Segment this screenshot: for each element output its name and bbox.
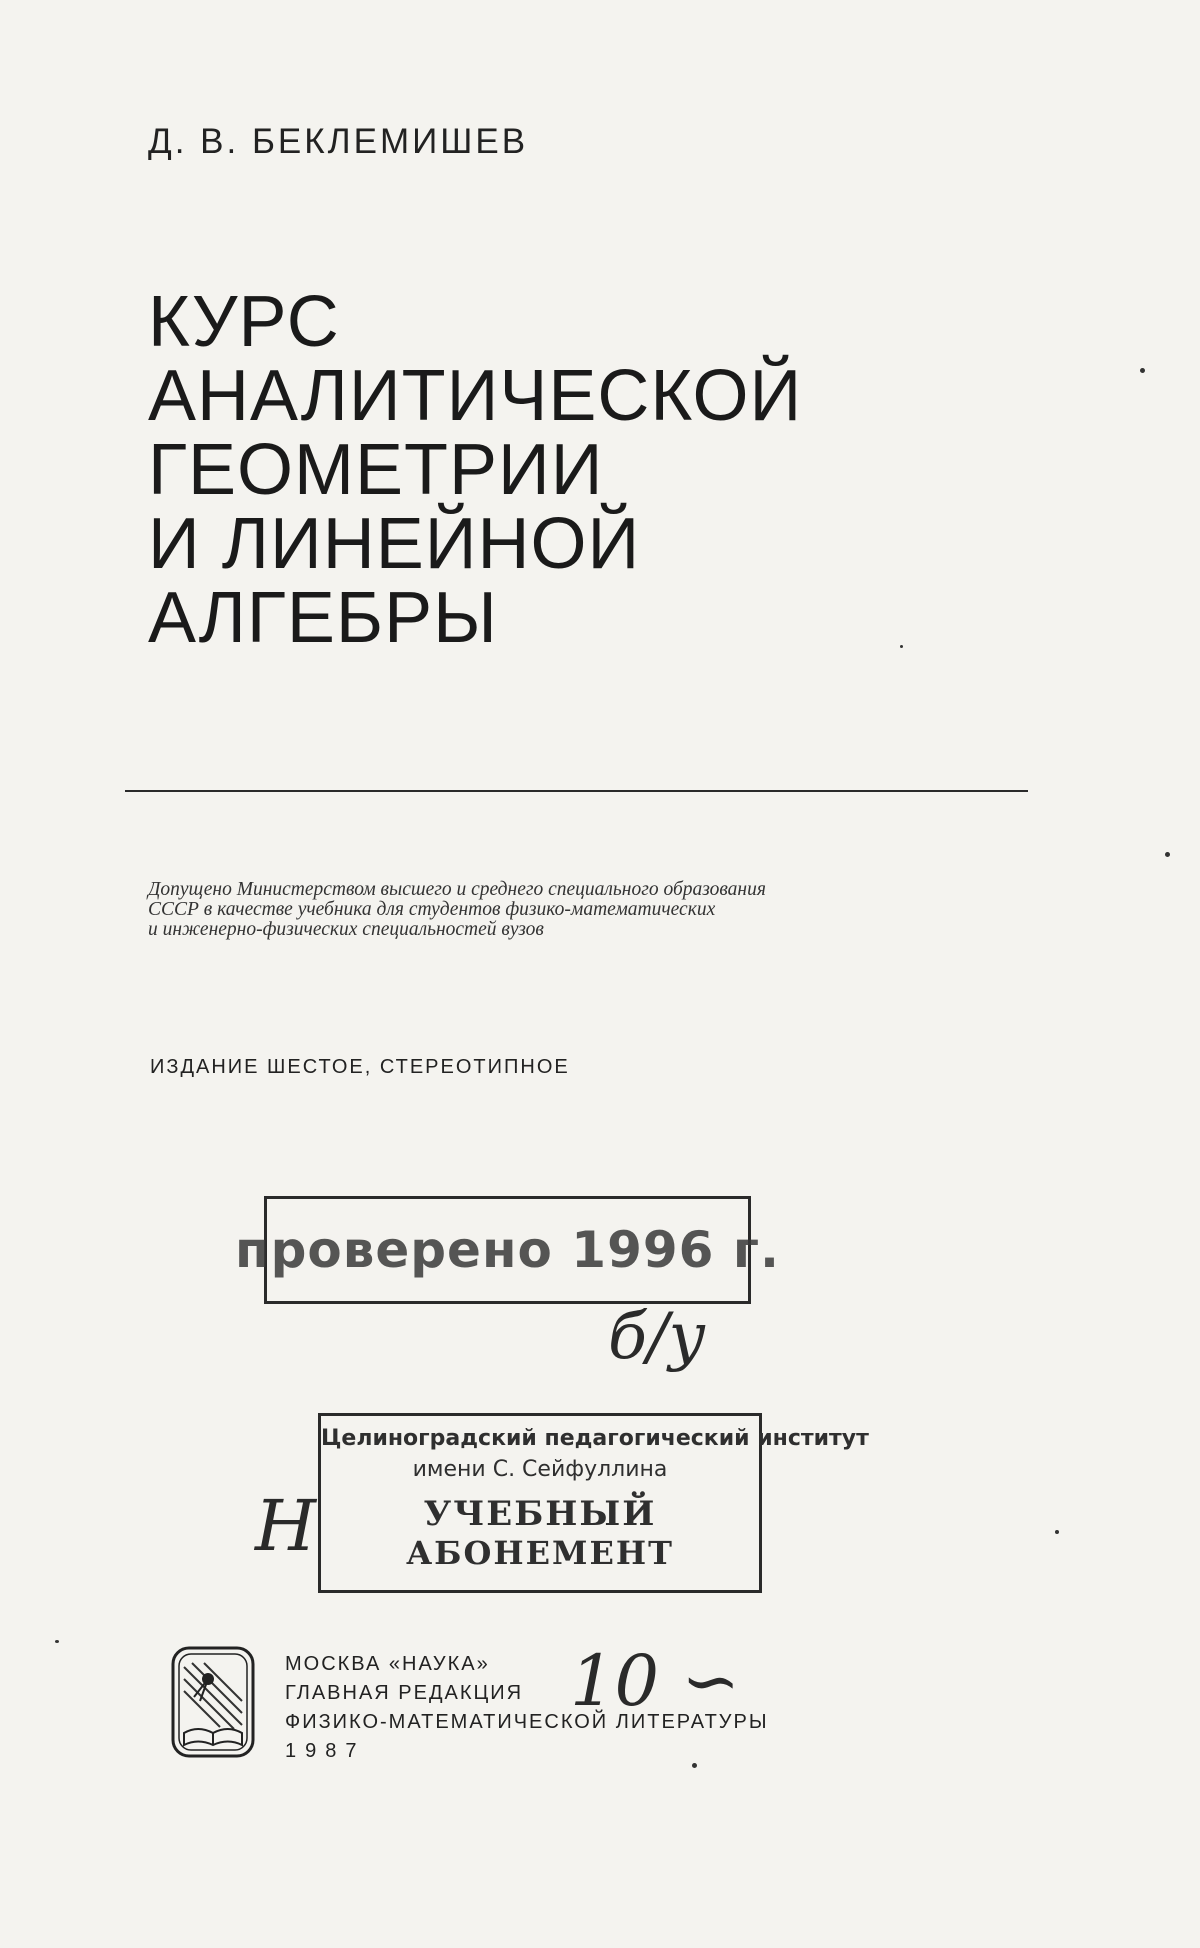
checked-stamp xyxy=(235,1196,780,1304)
author-name: Д. В. БЕКЛЕМИШЕВ xyxy=(148,122,529,161)
scan-speck xyxy=(692,1763,697,1768)
scan-speck xyxy=(55,1640,59,1643)
approval-line: Допущено Министерством высшего и среднего специального образования xyxy=(148,879,766,900)
handwritten-number: 10 ∽ xyxy=(570,1640,740,1722)
library-stamp-line: имени С. Сейфуллина xyxy=(412,1457,668,1482)
handwritten-mark: Н xyxy=(255,1485,317,1567)
scan-speck xyxy=(1165,852,1170,857)
handwritten-initials: б/у xyxy=(608,1300,706,1374)
approval-line: СССР в качестве учебника для студентов физико-математических xyxy=(148,899,716,920)
book-title xyxy=(148,282,803,658)
publisher-line: МОСКВА «НАУКА» xyxy=(285,1653,490,1675)
nauka-book-satellite-logo-icon xyxy=(170,1645,256,1759)
publisher-line: ФИЗИКО-МАТЕМАТИЧЕСКОЙ ЛИТЕРАТУРЫ xyxy=(285,1711,769,1733)
checked-stamp-text: проверено 1996 г. xyxy=(235,1221,780,1279)
edition-label: ИЗДАНИЕ ШЕСТОЕ, СТЕРЕОТИПНОЕ xyxy=(150,1056,570,1078)
title-line: АЛГЕБРЫ xyxy=(148,578,498,658)
approval-line: и инженерно-физических специальностей вузов xyxy=(148,919,544,940)
library-stamp xyxy=(318,1413,869,1593)
scan-speck xyxy=(900,645,903,648)
title-line: ГЕОМЕТРИИ xyxy=(148,430,604,510)
library-stamp-line: Целиноградский педагогический институт xyxy=(321,1426,869,1451)
title-line: АНАЛИТИЧЕСКОЙ xyxy=(148,356,803,436)
library-stamp-line: УЧЕБНЫЙ xyxy=(423,1494,657,1534)
approval-note xyxy=(148,880,1038,940)
title-line: И ЛИНЕЙНОЙ xyxy=(148,504,641,584)
divider-rule xyxy=(125,790,1028,792)
library-stamp-line: АБОНЕМЕНТ xyxy=(406,1534,674,1572)
publication-year: 1987 xyxy=(285,1740,366,1762)
title-line: КУРС xyxy=(148,282,340,362)
scan-speck xyxy=(1140,368,1145,373)
publisher-line: ГЛАВНАЯ РЕДАКЦИЯ xyxy=(285,1682,524,1704)
scan-speck xyxy=(1055,1530,1059,1534)
